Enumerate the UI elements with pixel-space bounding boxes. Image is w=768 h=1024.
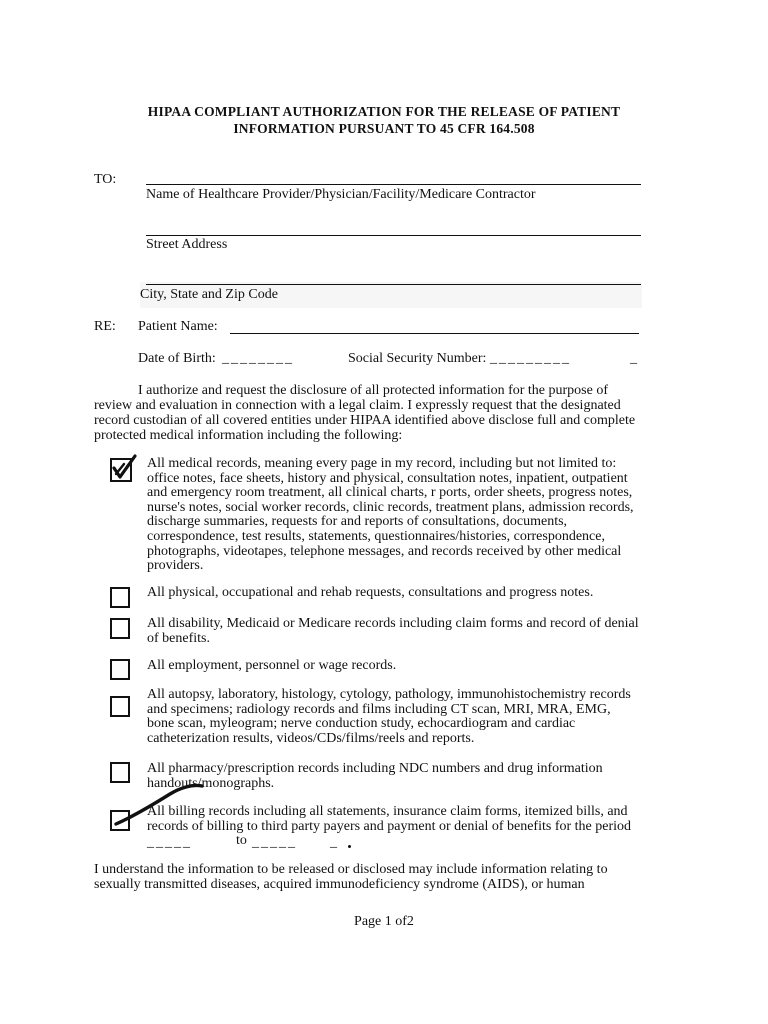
- period-to-blank[interactable]: _____: [252, 835, 297, 850]
- dob-blank[interactable]: ________: [222, 351, 294, 366]
- ssn-label: Social Security Number:: [348, 351, 487, 366]
- item-line: providers.: [147, 558, 204, 574]
- form-title-line-2: INFORMATION PURSUANT TO 45 CFR 164.508: [233, 121, 535, 136]
- street-address-line[interactable]: [146, 235, 641, 236]
- item-billing-records: [147, 805, 647, 834]
- patient-name-label: Patient Name:: [138, 319, 218, 334]
- item-pharmacy: [147, 762, 647, 791]
- city-state-zip-label: City, State and Zip Code: [140, 287, 278, 302]
- patient-name-line[interactable]: [230, 333, 639, 334]
- item-line: and emergency room treatment, all clinical charts, r ports, order sheets, progress notes,: [147, 485, 633, 501]
- checkbox-all-medical-records[interactable]: [110, 458, 132, 482]
- item-line: nurse's notes, social worker records, clinic records, treatment plans, admission records,: [147, 499, 634, 515]
- checkbox-physical-rehab[interactable]: [110, 587, 130, 608]
- closing-line-1: I understand the information to be released or disclosed may include information relating to: [94, 862, 608, 877]
- item-line: bone scan, myleogram; nerve conduction study, echocardiogram and cardiac: [147, 716, 576, 732]
- period-from-blank[interactable]: _____: [147, 835, 192, 850]
- item-line: All autopsy, laboratory, histology, cytology, pathology, immunohistochemistry records: [147, 687, 631, 702]
- item-physical-rehab: [147, 586, 647, 601]
- city-state-zip-line[interactable]: [146, 284, 641, 285]
- to-label: TO:: [94, 172, 117, 187]
- item-line: photographs, videotapes, telephone messages, and records received by other medical: [147, 543, 622, 559]
- intro-line-1: I authorize and request the disclosure of all protected information for the purpose of: [138, 383, 609, 398]
- item-line: All physical, occupational and rehab requests, consultations and progress notes.: [147, 585, 594, 600]
- page-number: Page 1 of2: [354, 914, 414, 929]
- closing-line-2: sexually transmitted diseases, acquired immunodeficiency syndrome (AIDS), or human: [94, 877, 585, 892]
- provider-name-label: Name of Healthcare Provider/Physician/Facility/Medicare Contractor: [146, 187, 536, 202]
- provider-name-line[interactable]: [146, 184, 641, 185]
- checkbox-autopsy-laboratory[interactable]: [110, 696, 130, 717]
- item-line: handouts/monographs.: [147, 775, 275, 791]
- item-line: correspondence, test results, statements, questionnaires/histories, correspondence,: [147, 528, 605, 544]
- checkbox-billing-records[interactable]: [110, 810, 130, 831]
- dob-label: Date of Birth:: [138, 351, 216, 366]
- re-label: RE:: [94, 319, 116, 334]
- item-line: catheterization results, videos/CDs/films/reels and reports.: [147, 730, 475, 746]
- item-line: All billing records including all statements, insurance claim forms, itemized bills, and: [147, 804, 628, 819]
- form-title-line-1: HIPAA COMPLIANT AUTHORIZATION FOR THE RELEASE OF PATIENT: [147, 104, 621, 119]
- period-to-label: to: [236, 833, 247, 848]
- item-autopsy-laboratory: [147, 688, 647, 746]
- item-line: of benefits.: [147, 630, 210, 646]
- item-line: All medical records, meaning every page in my record, including but not limited to:: [147, 456, 617, 471]
- item-line: All pharmacy/prescription records including NDC numbers and drug information: [147, 761, 603, 776]
- item-line: discharge summaries, requests for and reports of consultations, documents,: [147, 514, 568, 530]
- intro-line-3: record custodian of all covered entities under HIPAA identified above disclose full and complete: [94, 413, 636, 428]
- item-line: office notes, face sheets, history and physical, consultation notes, inpatient, outpatient: [147, 470, 628, 486]
- street-address-label: Street Address: [146, 237, 228, 252]
- intro-line-2: review and evaluation in connection with a legal claim. I expressly request that the designated: [94, 398, 621, 413]
- item-line: All disability, Medicaid or Medicare records including claim forms and record of denial: [147, 616, 639, 631]
- ssn-trailing-blank: _: [630, 351, 637, 366]
- checkbox-disability-medicaid[interactable]: [110, 618, 130, 639]
- stray-dot: [348, 845, 351, 848]
- item-line: and specimens; radiology records and films including CT scan, MRI, MRA, EMG,: [147, 701, 611, 717]
- item-disability-medicaid: [147, 617, 647, 646]
- intro-line-4: protected medical information including the following:: [94, 428, 403, 443]
- checkbox-employment[interactable]: [110, 659, 130, 680]
- item-line: All employment, personnel or wage records.: [147, 658, 397, 673]
- item-employment: [147, 659, 647, 674]
- item-all-medical-records: [147, 457, 647, 574]
- checkbox-pharmacy[interactable]: [110, 762, 130, 783]
- period-end-blank: _: [330, 835, 337, 850]
- ssn-blank[interactable]: _________: [490, 351, 571, 366]
- item-line: records of billing to third party payers and payment or denial of benefits for the period: [147, 818, 632, 834]
